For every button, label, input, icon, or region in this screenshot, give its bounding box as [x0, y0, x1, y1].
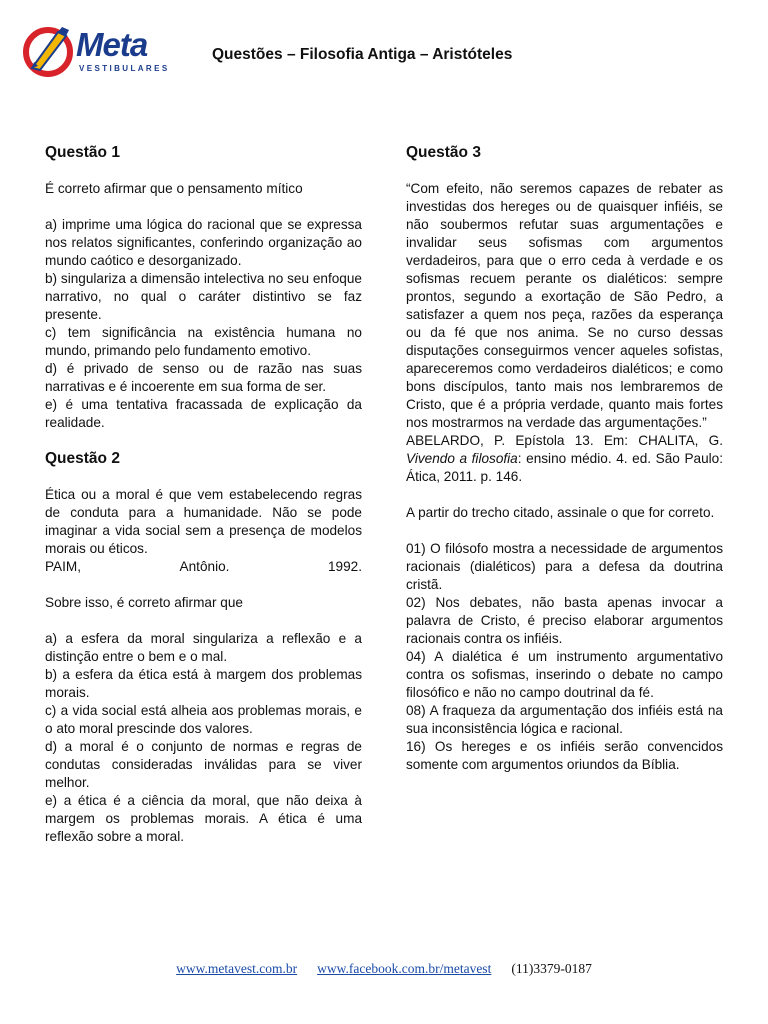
question-2-options: [45, 630, 362, 846]
question-2-reference: [45, 558, 362, 576]
logo-emblem-icon: [22, 24, 78, 80]
meta-logo: [22, 24, 170, 80]
facebook-link[interactable]: www.facebook.com.br/metavest: [317, 961, 492, 976]
question-2: [45, 450, 362, 846]
source-suffix: : ensino médio. 4. ed. São Paulo: Ática, 2011. p. 146.: [406, 451, 723, 484]
question-3-options: [406, 540, 723, 774]
phone-number: (11)3379-0187: [511, 961, 592, 976]
question-3-quote: “Com efeito, não seremos capazes de rebater as investidas dos hereges ou de quaisquer infiéis, se não soubermos refutar suas argumentações e invalidar seus sofismas com argumentos verdadeiros, para que o erro ceda à verdade e os sofismas recuem perante os dialéticos: sempre prontos, segundo a exortação de São Pedro, a satisfazer a quem nos peça, razões da esperança ou da fé que nos anima. Se no curso dessas disputações conseguirmos vencer aqueles sofistas, apareceremos como verdadeiros dialéticos; e como bons discípulos, tanto mais nos lembraremos de Cristo, que é a própria verdade, quanto mais fortes nos mostrarmos na verdade das argumentações.”: [406, 181, 723, 430]
option-text: d) é privado de senso ou de razão nas suas narrativas e é incoerente em sua forma de ser.: [45, 361, 362, 394]
page-footer: [0, 961, 768, 977]
option-text: 01) O filósofo mostra a necessidade de argumentos racionais (dialéticos) para a defesa da doutrina cristã.: [406, 541, 723, 592]
question-3-title: Questão 3: [406, 144, 481, 161]
question-1-options: [45, 216, 362, 432]
question-3-source: [406, 432, 723, 486]
option-text: b) singulariza a dimensão intelectiva no seu enfoque narrativo, no qual o caráter distintivo se faz presente.: [45, 271, 362, 322]
question-3: [406, 144, 723, 774]
logo-subtitle: VESTIBULARES: [79, 64, 170, 73]
question-3-stem: A partir do trecho citado, assinale o que for correto.: [406, 505, 715, 520]
option-text: 16) Os hereges e os infiéis serão convencidos somente com argumentos oriundos da Bíblia.: [406, 739, 723, 772]
question-2-stem: Sobre isso, é correto afirmar que: [45, 595, 243, 610]
question-1-title: Questão 1: [45, 144, 120, 161]
reference-author: PAIM,: [45, 559, 82, 574]
option-text: b) a esfera da ética está à margem dos problemas morais.: [45, 667, 362, 700]
reference-year: 1992.: [327, 559, 362, 574]
reference-name: Antônio.: [179, 559, 230, 574]
option-text: a) a esfera da moral singulariza a reflexão e a distinção entre o bem e o mal.: [45, 631, 362, 664]
left-column: [45, 140, 362, 864]
question-1-stem: É correto afirmar que o pensamento mítico: [45, 181, 303, 196]
option-text: 02) Nos debates, não basta apenas invocar a palavra de Cristo, é preciso elaborar argumentos racionais contra os infiéis.: [406, 595, 723, 646]
logo-wordmark: Meta: [76, 26, 148, 63]
question-2-title: Questão 2: [45, 450, 120, 467]
option-text: a) imprime uma lógica do racional que se expressa nos relatos significantes, conferindo organização ao mundo caótico e desorganizado.: [45, 217, 362, 268]
option-text: 08) A fraqueza da argumentação dos infiéis está na sua inconsistência lógica e racional.: [406, 703, 723, 736]
option-text: c) a vida social está alheia aos problemas morais, e o ato moral prescinde dos valores.: [45, 703, 362, 736]
website-link[interactable]: www.metavest.com.br: [176, 961, 298, 976]
source-book-title: Vivendo a filosofia: [406, 451, 518, 466]
document-title: Questões – Filosofia Antiga – Aristóteles: [212, 46, 513, 63]
page-header: [22, 24, 752, 84]
option-text: e) a ética é a ciência da moral, que não deixa à margem os problemas morais. A ética é uma reflexão sobre a moral.: [45, 793, 362, 844]
right-column: [406, 140, 723, 792]
option-text: 04) A dialética é um instrumento argumentativo contra os sofismas, inserindo o debate no campo filosófico e não no campo doutrinal da fé.: [406, 649, 723, 700]
source-prefix: ABELARDO, P. Epístola 13. Em: CHALITA, G.: [406, 433, 723, 448]
option-text: e) é uma tentativa fracassada de explicação da realidade.: [45, 397, 362, 430]
question-1: [45, 144, 362, 432]
option-text: d) a moral é o conjunto de normas e regras de condutas consideradas inválidas para se viver melhor.: [45, 739, 362, 790]
option-text: c) tem significância na existência humana no mundo, primando pelo fundamento emotivo.: [45, 325, 362, 358]
question-2-text: Ética ou a moral é que vem estabelecendo regras de conduta para a humanidade. Não se pode imaginar a vida social sem a presença de modelos morais ou éticos.: [45, 487, 362, 556]
